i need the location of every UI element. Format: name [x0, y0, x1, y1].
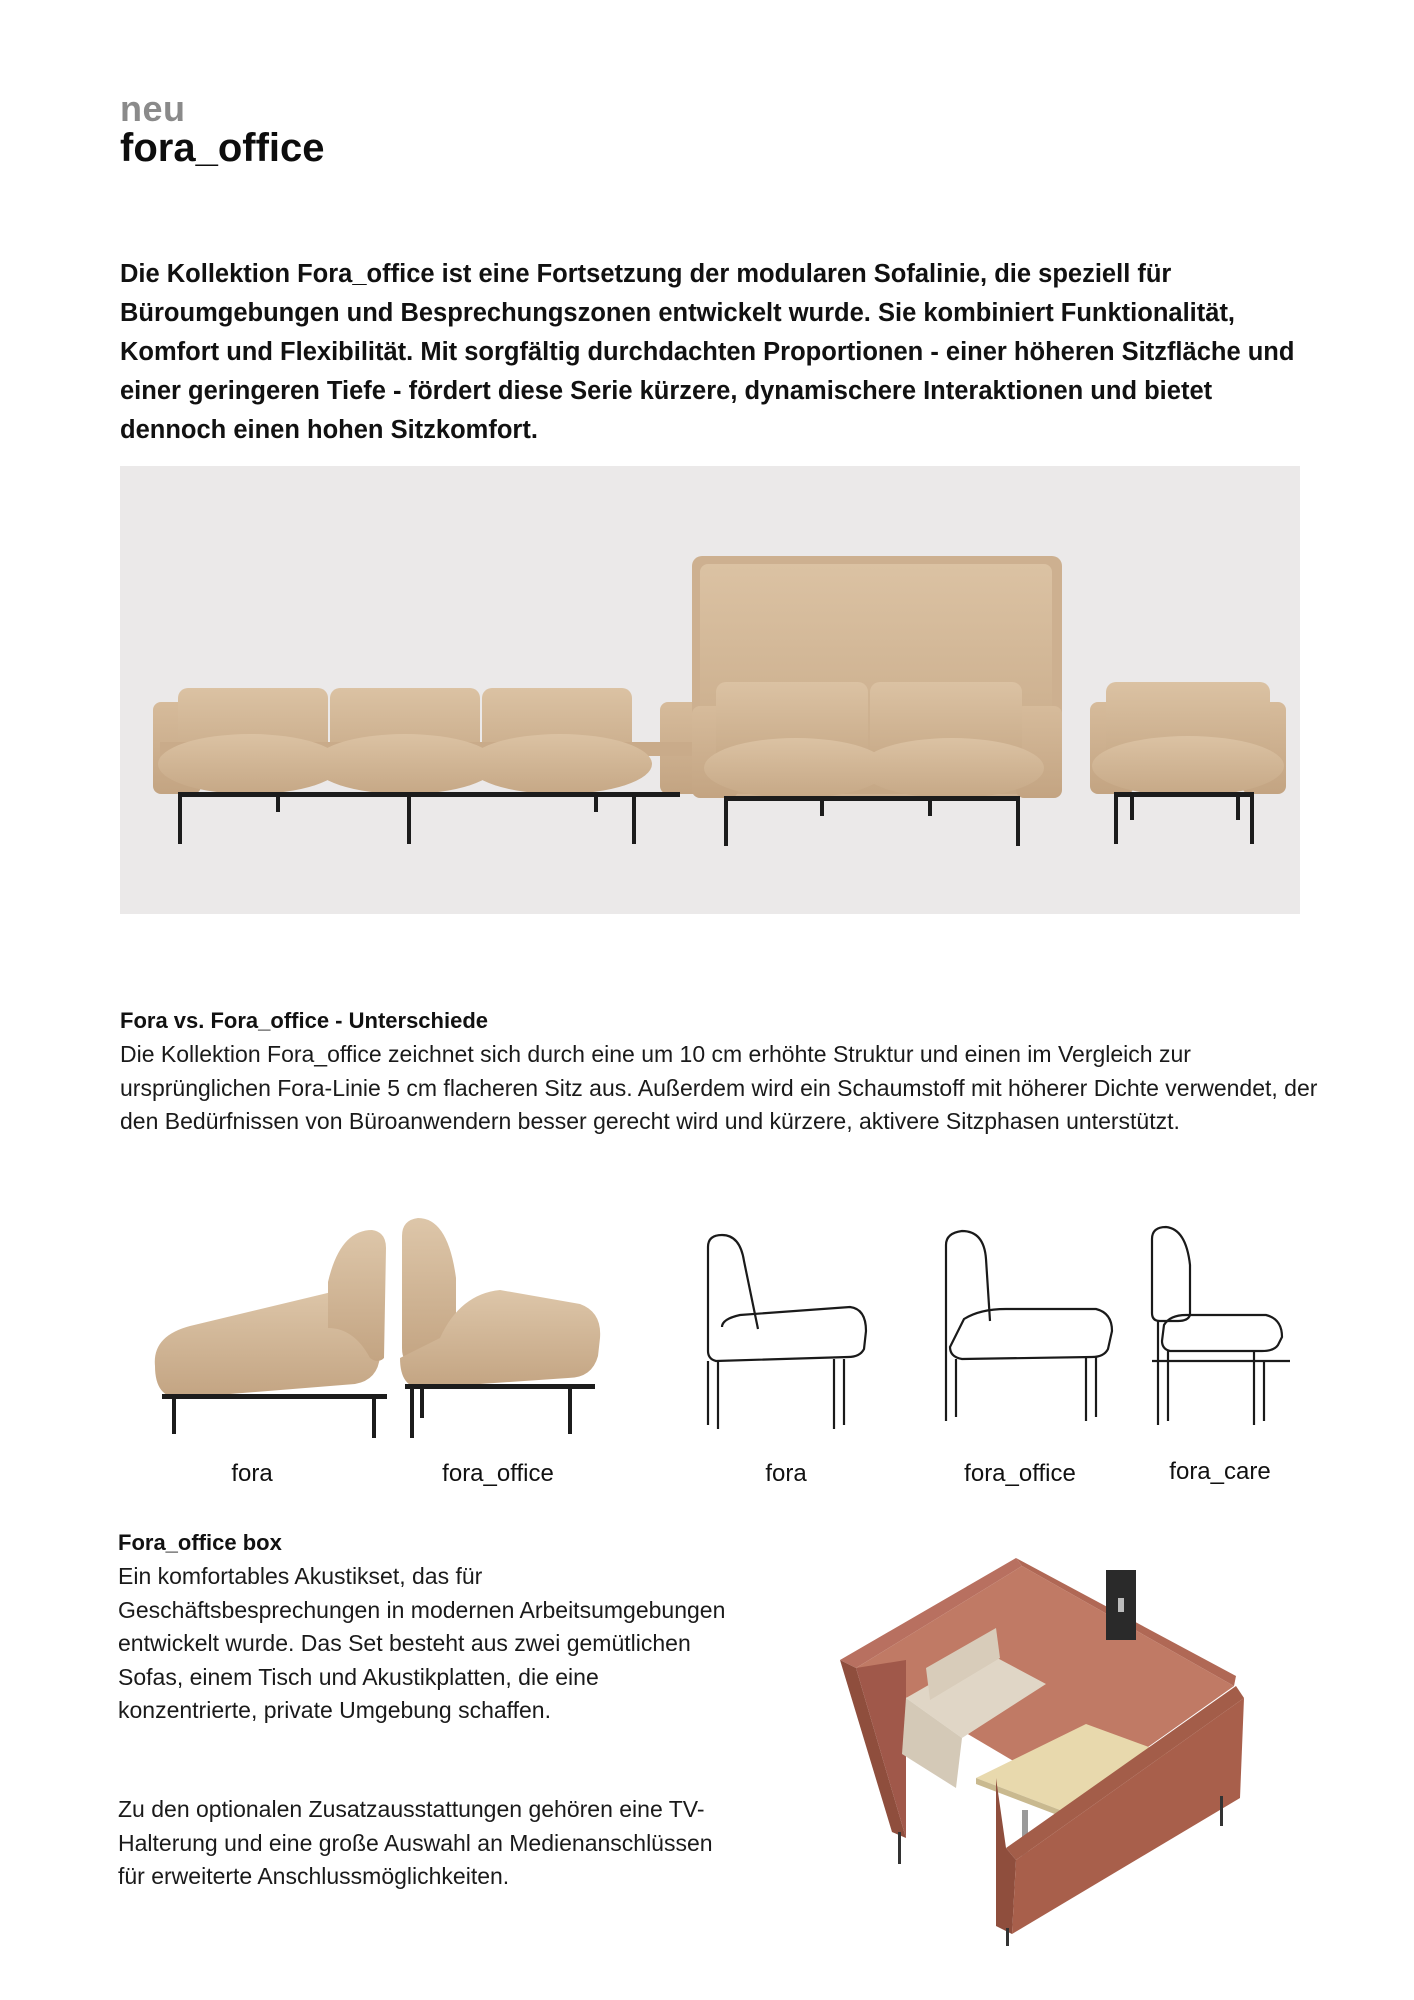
box-text-2: Zu den optionalen Zusatzausstattungen gehören eine TV-Halterung und eine große Auswahl an Medienanschlüssen für erweiterte Anschlussmöglichkeiten. — [118, 1796, 713, 1889]
fora-care-line-drawing — [1152, 1227, 1290, 1425]
differences-text: Die Kollektion Fora_office zeichnet sich durch eine um 10 cm erhöhte Struktur und einen im Vergleich zur ursprünglichen Fora-Linie 5 cm flacheren Sitz aus. Außerdem wird ein Schaumstoff mit höherer Dichte verwendet, der den Bedürfnissen von Büroanwendern besser gerecht wird und kürzere, aktivere Sitzphasen unterstützt. — [120, 1041, 1318, 1134]
acoustic-box-drawing — [836, 1548, 1276, 1948]
acoustic-box-illustration — [836, 1548, 1276, 1948]
side-profile-sofas-illustration — [140, 1208, 610, 1438]
side-profile-photo — [140, 1208, 610, 1438]
sofa-lineup-illustration — [120, 466, 1300, 914]
profile-line-drawings — [700, 1225, 1310, 1435]
line-drawings — [700, 1225, 1310, 1435]
caption-line-fora-office: fora_office — [964, 1460, 1076, 1487]
hero-product-image — [120, 466, 1300, 914]
kicker-label: neu — [120, 88, 186, 129]
box-heading: Fora_office box — [118, 1530, 282, 1555]
page-title: fora_office — [120, 126, 325, 170]
caption-photo-fora: fora — [231, 1460, 273, 1487]
intro-paragraph: Die Kollektion Fora_office ist eine Fortsetzung der modularen Sofalinie, die speziell für Büroumgebungen und Besprechungszonen entwickelt wurde. Sie kombiniert Funktionalität, Komfort und Flexibilität. Mit sorgfältig durchdachten Proportionen - einer höheren Sitzfläche und einer geringeren Tiefe - fördert diese Serie kürzere, dynamischere Interaktionen und bietet dennoch einen hohen Sitzkomfort. — [120, 260, 1295, 444]
differences-heading: Fora vs. Fora_office - Unterschiede — [120, 1008, 488, 1033]
caption-line-fora: fora — [765, 1460, 807, 1487]
caption-line-fora-care: fora_care — [1169, 1458, 1271, 1485]
fora-line-drawing — [708, 1235, 866, 1429]
high-back-sofa — [692, 556, 1062, 846]
three-seat-sofa — [153, 688, 708, 844]
box-text-1: Ein komfortables Akustikset, das für Geschäftsbesprechungen in modernen Arbeitsumgebungen entwickelt wurde. Das Set besteht aus zwei gemütlichen Sofas, einem Tisch und Akustikplatten, die eine konzentrierte, private Umgebung schaffen. — [118, 1563, 726, 1723]
armchair — [1090, 682, 1286, 844]
fora-office-line-drawing — [946, 1231, 1112, 1421]
caption-photo-fora-office: fora_office — [442, 1460, 554, 1487]
